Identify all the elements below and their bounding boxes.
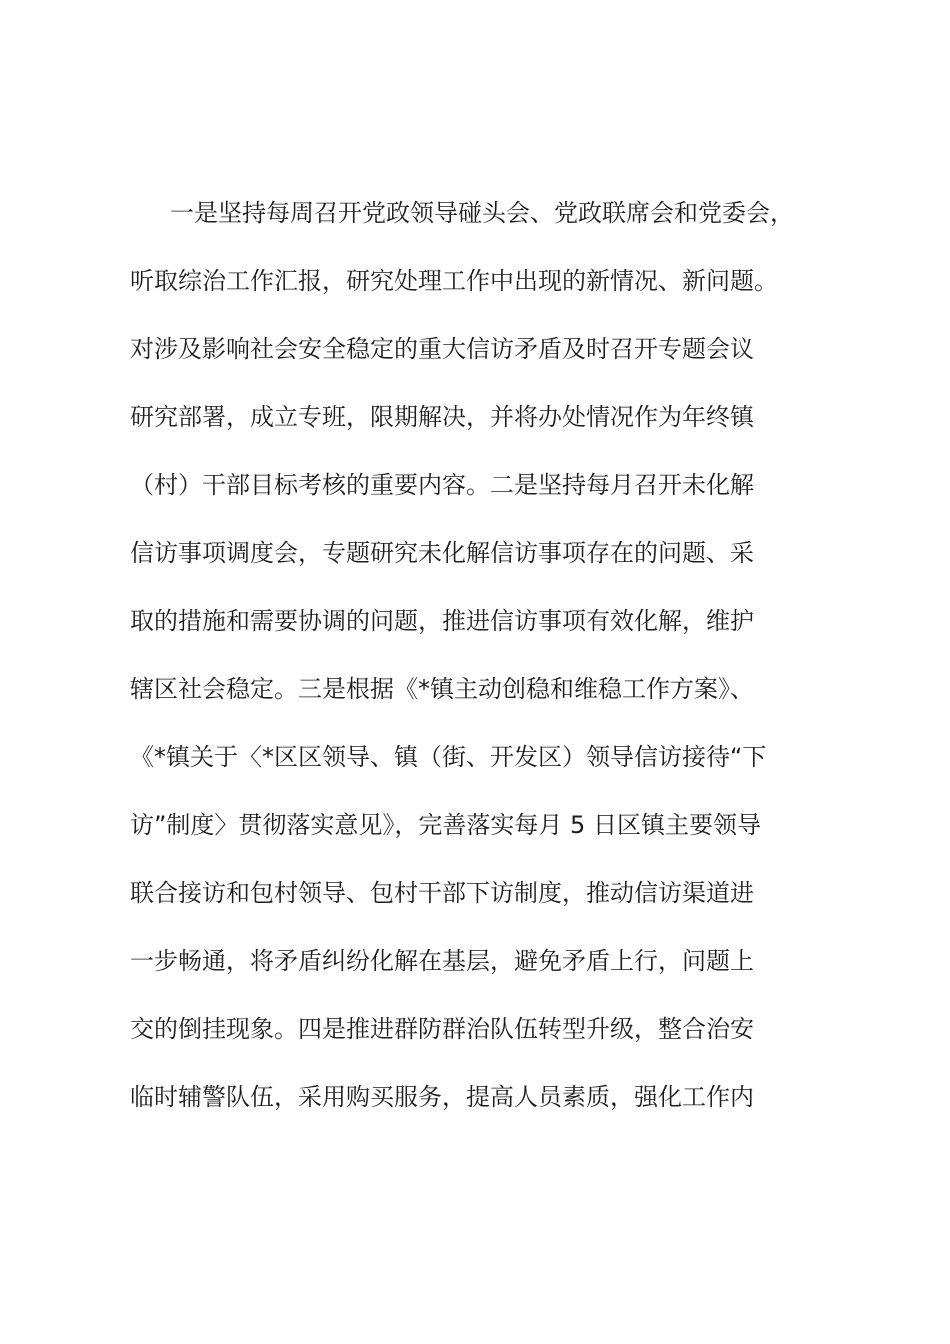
text-line-12: 一步畅通，将矛盾纠纷化解在基层，避免矛盾上行，问题上 — [130, 947, 754, 975]
text-line-2: 听取综治工作汇报，研究处理工作中出现的新情况、新问题。 — [130, 267, 778, 295]
text-line-8: 辖区社会稳定。三是根据《*镇主动创稳和维稳工作方案》、 — [130, 675, 754, 703]
text-line-1: 一是坚持每周召开党政领导碰头会、党政联席会和党委会， — [170, 199, 794, 227]
text-line-14: 临时辅警队伍，采用购买服务，提高人员素质，强化工作内 — [130, 1083, 754, 1111]
text-line-3: 对涉及影响社会安全稳定的重大信访矛盾及时召开专题会议 — [130, 335, 754, 363]
text-line-5: （村）干部目标考核的重要内容。二是坚持每月召开未化解 — [130, 471, 754, 499]
text-line-13: 交的倒挂现象。四是推进群防群治队伍转型升级，整合治安 — [130, 1015, 754, 1043]
text-line-11: 联合接访和包村领导、包村干部下访制度，推动信访渠道进 — [130, 879, 754, 907]
text-line-6: 信访事项调度会，专题研究未化解信访事项存在的问题、采 — [130, 539, 754, 567]
text-line-7: 取的措施和需要协调的问题，推进信访事项有效化解，维护 — [130, 607, 754, 635]
text-line-9: 《*镇关于〈*区区领导、镇（街、开发区）领导信访接待“下 — [130, 743, 767, 771]
text-line-4: 研究部署，成立专班，限期解决，并将办处情况作为年终镇 — [130, 403, 754, 431]
text-line-10: 访”制度〉贯彻落实意见》，完善落实每月 5 日区镇主要领导 — [130, 811, 761, 839]
body-paragraph — [130, 179, 830, 1131]
